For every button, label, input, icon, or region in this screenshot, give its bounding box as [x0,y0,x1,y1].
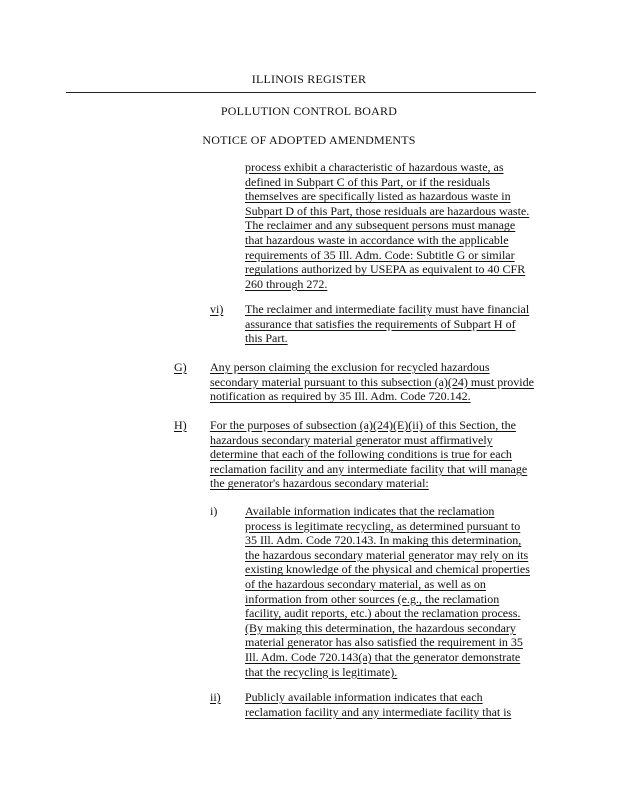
item-h-marker: H) [174,418,187,432]
text-line: 35 Ill. Adm. Code 720.143. In making this determination, [245,533,522,548]
item-vi-marker: vi) [210,302,224,316]
text-line: Subpart D of this Part, those residuals are hazardous waste. [245,203,530,218]
text-line: the hazardous secondary material generator may rely on its [245,547,529,562]
board-title: POLLUTION CONTROL BOARD [220,104,398,118]
text-line: hazardous secondary material generator must affirmatively [210,432,493,447]
text-line: the generator's hazardous secondary material: [210,476,429,491]
text-line: (By making this determination, the hazardous secondary [245,620,516,635]
text-line: this Part. [245,331,288,346]
text-line: process exhibit a characteristic of hazardous waste, as [245,160,504,174]
text-line: Any person claiming the exclusion for recycled hazardous [210,360,490,374]
text-line: information from other sources (e.g., the reclamation [245,591,500,606]
item-ii-marker: ii) [210,690,221,704]
text-line: that the recycling is legitimate). [245,664,398,679]
text-line: requirements of 35 Ill. Adm. Code: Subtitle G or similar [245,247,515,262]
register-title: ILLINOIS REGISTER [251,72,367,86]
item-vi-paragraph [245,302,529,346]
item-g-marker: G) [174,360,187,374]
text-line: 260 through 272. [245,276,328,291]
text-line: of the hazardous secondary material, as well as on [245,576,486,591]
text-line: determine that each of the following conditions is true for each [210,447,512,462]
text-line: Publicly available information indicates that each [245,690,483,704]
text-line: material generator has also satisfied the requirement in 35 [245,635,523,650]
continuation-paragraph [245,160,529,291]
text-line: regulations authorized by USEPA as equivalent to 40 CFR [245,262,526,277]
item-i-marker: i) [210,504,218,518]
item-i-paragraph [245,504,530,679]
item-ii-paragraph [245,690,511,719]
text-line: assurance that satisfies the requirements of Subpart H of [245,316,516,331]
text-line: that hazardous waste in accordance with the applicable [245,232,509,247]
text-line: reclamation facility and any intermediate facility that is [245,704,512,719]
text-line: The reclaimer and intermediate facility must have financial [245,302,530,316]
item-g-paragraph [210,360,534,404]
text-line: For the purposes of subsection (a)(24)(E)(ii) of this Section, the [210,418,516,432]
notice-title: NOTICE OF ADOPTED AMENDMENTS [202,133,416,147]
text-line: facility, audit reports, etc.) about the reclamation process. [245,606,521,621]
text-line: themselves are specifically listed as hazardous waste in [245,189,511,204]
text-line: reclamation facility and any intermediate facility that will manage [210,461,528,476]
header-rule [66,92,536,93]
text-line: process is legitimate recycling, as determined pursuant to [245,518,521,533]
text-line: notification as required by 35 Ill. Adm. Code 720.142. [210,389,471,404]
text-line: Available information indicates that the reclamation [245,504,495,518]
text-line: The reclaimer and any subsequent persons must manage [245,218,516,233]
text-line: defined in Subpart C of this Part, or if the residuals [245,174,490,189]
text-line: Ill. Adm. Code 720.143(a) that the generator demonstrate [245,649,521,664]
text-line: secondary material pursuant to this subsection (a)(24) must provide [210,374,534,389]
item-h-paragraph [210,418,527,491]
text-line: existing knowledge of the physical and chemical properties [245,562,530,577]
